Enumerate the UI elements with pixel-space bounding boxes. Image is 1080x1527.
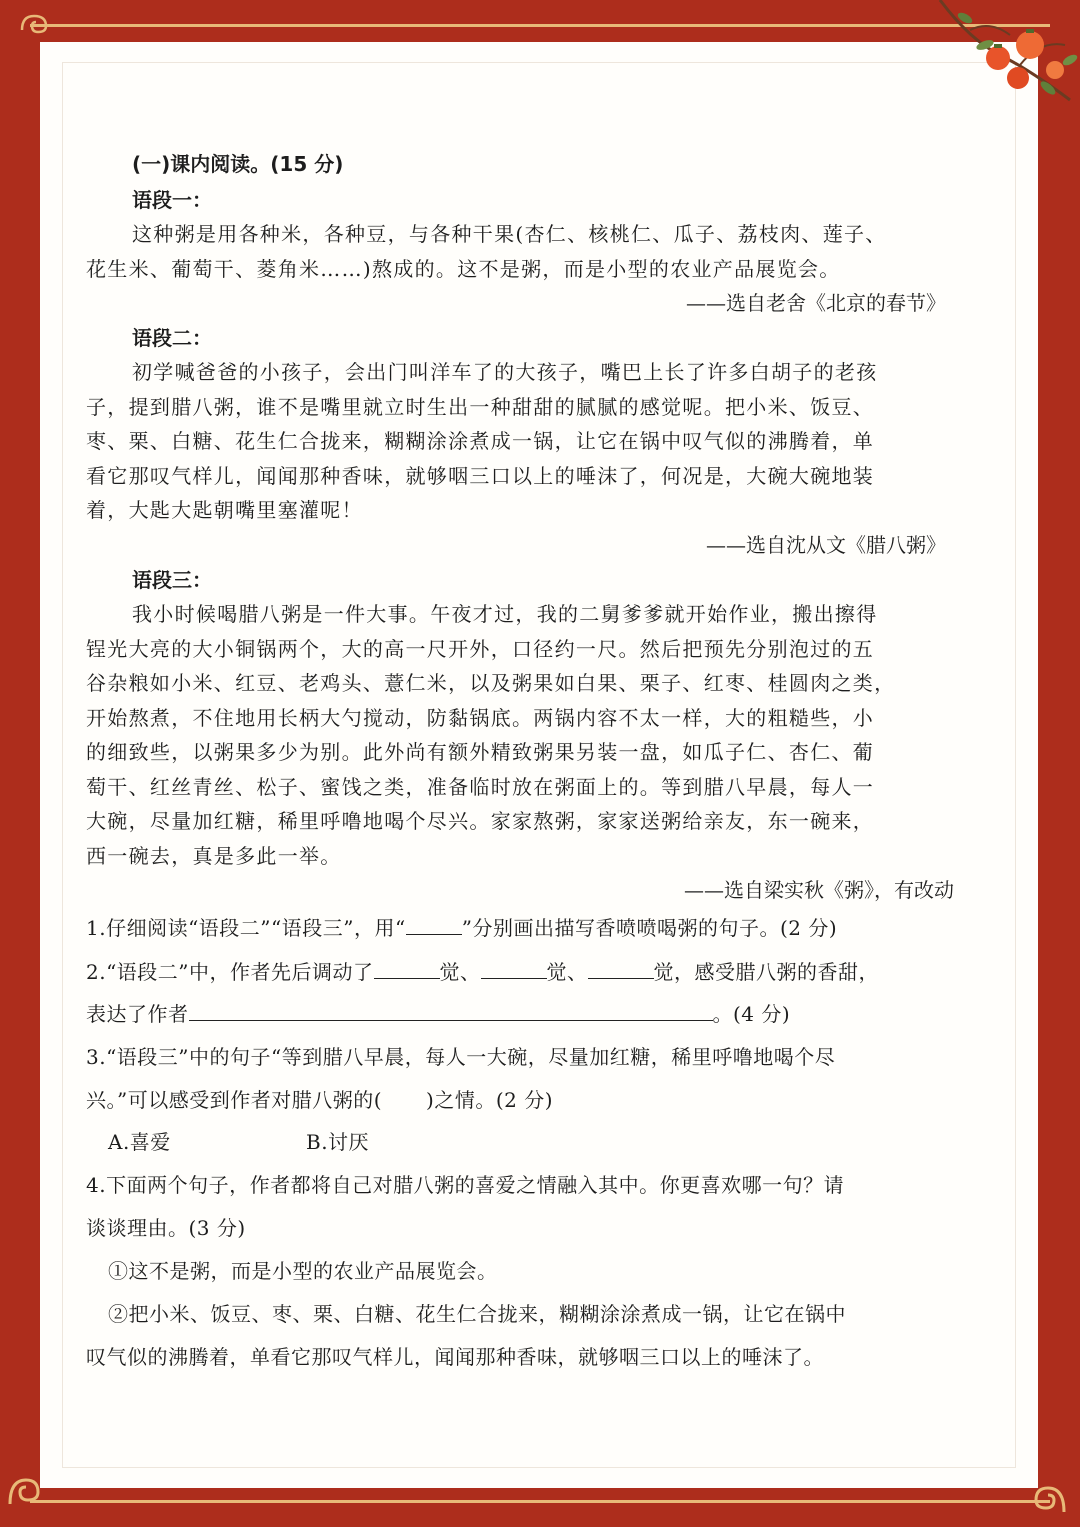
question-2-score: 。(4 分): [712, 1002, 791, 1026]
passage-1-line: 这种粥是用各种米，各种豆，与各种干果(杏仁、核桃仁、瓜子、荔枝肉、莲子、: [132, 222, 887, 246]
question-3-option-b[interactable]: B.讨厌: [306, 1130, 370, 1154]
passage-2-line: 枣、栗、白糖、花生仁合拢来，糊糊涂涂煮成一锅，让它在锅中叹气似的沸腾着，单: [86, 429, 875, 453]
question-3-text-end: )之情。(2 分): [426, 1088, 554, 1112]
passage-3-line: 的细致些，以粥果多少为别。此外尚有额外精致粥果另装一盘，如瓜子仁、杏仁、葡: [86, 740, 875, 764]
passage-3-label: 语段三：: [132, 568, 212, 592]
question-1-blank[interactable]: [406, 933, 462, 935]
frame-top-gold-line: [30, 24, 1050, 27]
question-2-sep-2: 觉、: [546, 960, 588, 984]
question-2-line-2: [86, 998, 790, 1027]
passage-2-line: 初学喊爸爸的小孩子，会出门叫洋车了的大孩子，嘴巴上长了许多白胡子的老孩: [132, 360, 878, 384]
question-2-text: 2.“语段二”中，作者先后调动了: [86, 960, 374, 984]
question-3-text: 兴。”可以感受到作者对腊八粥的(: [86, 1088, 383, 1112]
question-3-line-1: 3.“语段三”中的句子“等到腊八早晨，每人一大碗，尽量加红糖，稀里呼噜地喝个尽: [86, 1045, 836, 1069]
passage-3-line: 锃光大亮的大小铜锅两个，大的高一尺开外，口径约一尺。然后把预先分别泡过的五: [86, 637, 875, 661]
question-4-sentence-1: ①这不是粥，而是小型的农业产品展览会。: [108, 1259, 498, 1283]
question-4-sentence-2-cont: 叹气似的沸腾着，单看它那叹气样儿，闻闻那种香味，就够咽三口以上的唾沫了。: [86, 1345, 824, 1369]
question-4-line-2: 谈谈理由。(3 分): [86, 1216, 246, 1240]
passage-3-line: 我小时候喝腊八粥是一件大事。午夜才过，我的二舅爹爹就开始作业，搬出擦得: [132, 602, 878, 626]
question-3-option-a[interactable]: A.喜爱: [108, 1130, 171, 1154]
section-title: (一)课内阅读。(15 分): [132, 152, 344, 176]
question-2: [86, 956, 879, 985]
passage-2-label: 语段二：: [132, 326, 212, 350]
question-1-text: 1.仔细阅读“语段二”“语段三”，用“: [86, 916, 406, 940]
corner-ornament-top-left-icon: [18, 10, 52, 36]
passage-1-label: 语段一：: [132, 188, 212, 212]
question-2-text-end: 觉，感受腊八粥的香甜，: [653, 960, 880, 984]
passage-3-source: ——选自梁实秋《粥》，有改动: [684, 878, 954, 902]
passage-3-line: 谷杂粮如小米、红豆、老鸡头、薏仁米，以及粥果如白果、栗子、红枣、桂圆肉之类，: [86, 671, 896, 695]
persimmon-branch-icon: [930, 0, 1080, 112]
question-2-blank-4[interactable]: [189, 1019, 713, 1021]
question-1: [86, 912, 837, 941]
passage-2-source: ——选自沈从文《腊八粥》: [706, 533, 946, 557]
passage-3-line: 开始熬煮，不住地用长柄大勺搅动，防黏锅底。两锅内容不太一样，大的粗糙些，小: [86, 706, 875, 730]
question-4-line-1: 4.下面两个句子，作者都将自己对腊八粥的喜爱之情融入其中。你更喜欢哪一句？请: [86, 1173, 845, 1197]
corner-ornament-bottom-left-icon: [4, 1470, 44, 1510]
passage-2-line: 子，提到腊八粥，谁不是嘴里就立时生出一种甜甜的腻腻的感觉呢。把小米、饭豆、: [86, 395, 875, 419]
question-2-blank-3[interactable]: [588, 977, 654, 979]
passage-1-line: 花生米、葡萄干、菱角米……)熬成的。这不是粥，而是小型的农业产品展览会。: [86, 257, 841, 281]
question-1-text-end: ”分别画出描写香喷喷喝粥的句子。(2 分): [461, 916, 838, 940]
passage-2-line: 着，大匙大匙朝嘴里塞灌呢！: [86, 498, 363, 522]
question-2-sep-1: 觉、: [439, 960, 481, 984]
passage-1-source: ——选自老舍《北京的春节》: [686, 291, 946, 315]
passage-3-line: 西一碗去，真是多此一举。: [86, 844, 342, 868]
passage-3-line: 萄干、红丝青丝、松子、蜜饯之类，准备临时放在粥面上的。等到腊八早晨，每人一: [86, 775, 875, 799]
question-2-blank-1[interactable]: [374, 977, 440, 979]
question-2-blank-2[interactable]: [481, 977, 547, 979]
frame-bottom-gold-line: [30, 1500, 1050, 1503]
question-3-line-2: [86, 1084, 553, 1113]
passage-3-line: 大碗，尽量加红糖，稀里呼噜地喝个尽兴。家家熬粥，家家送粥给亲友，东一碗来，: [86, 809, 875, 833]
passage-2-line: 看它那叹气样儿，闻闻那种香味，就够咽三口以上的唾沫了，何况是，大碗大碗地装: [86, 464, 875, 488]
question-4-sentence-2: ②把小米、饭豆、枣、栗、白糖、花生仁合拢来，糊糊涂涂煮成一锅，让它在锅中: [108, 1302, 846, 1326]
question-2-line-2-text: 表达了作者: [86, 1002, 189, 1026]
